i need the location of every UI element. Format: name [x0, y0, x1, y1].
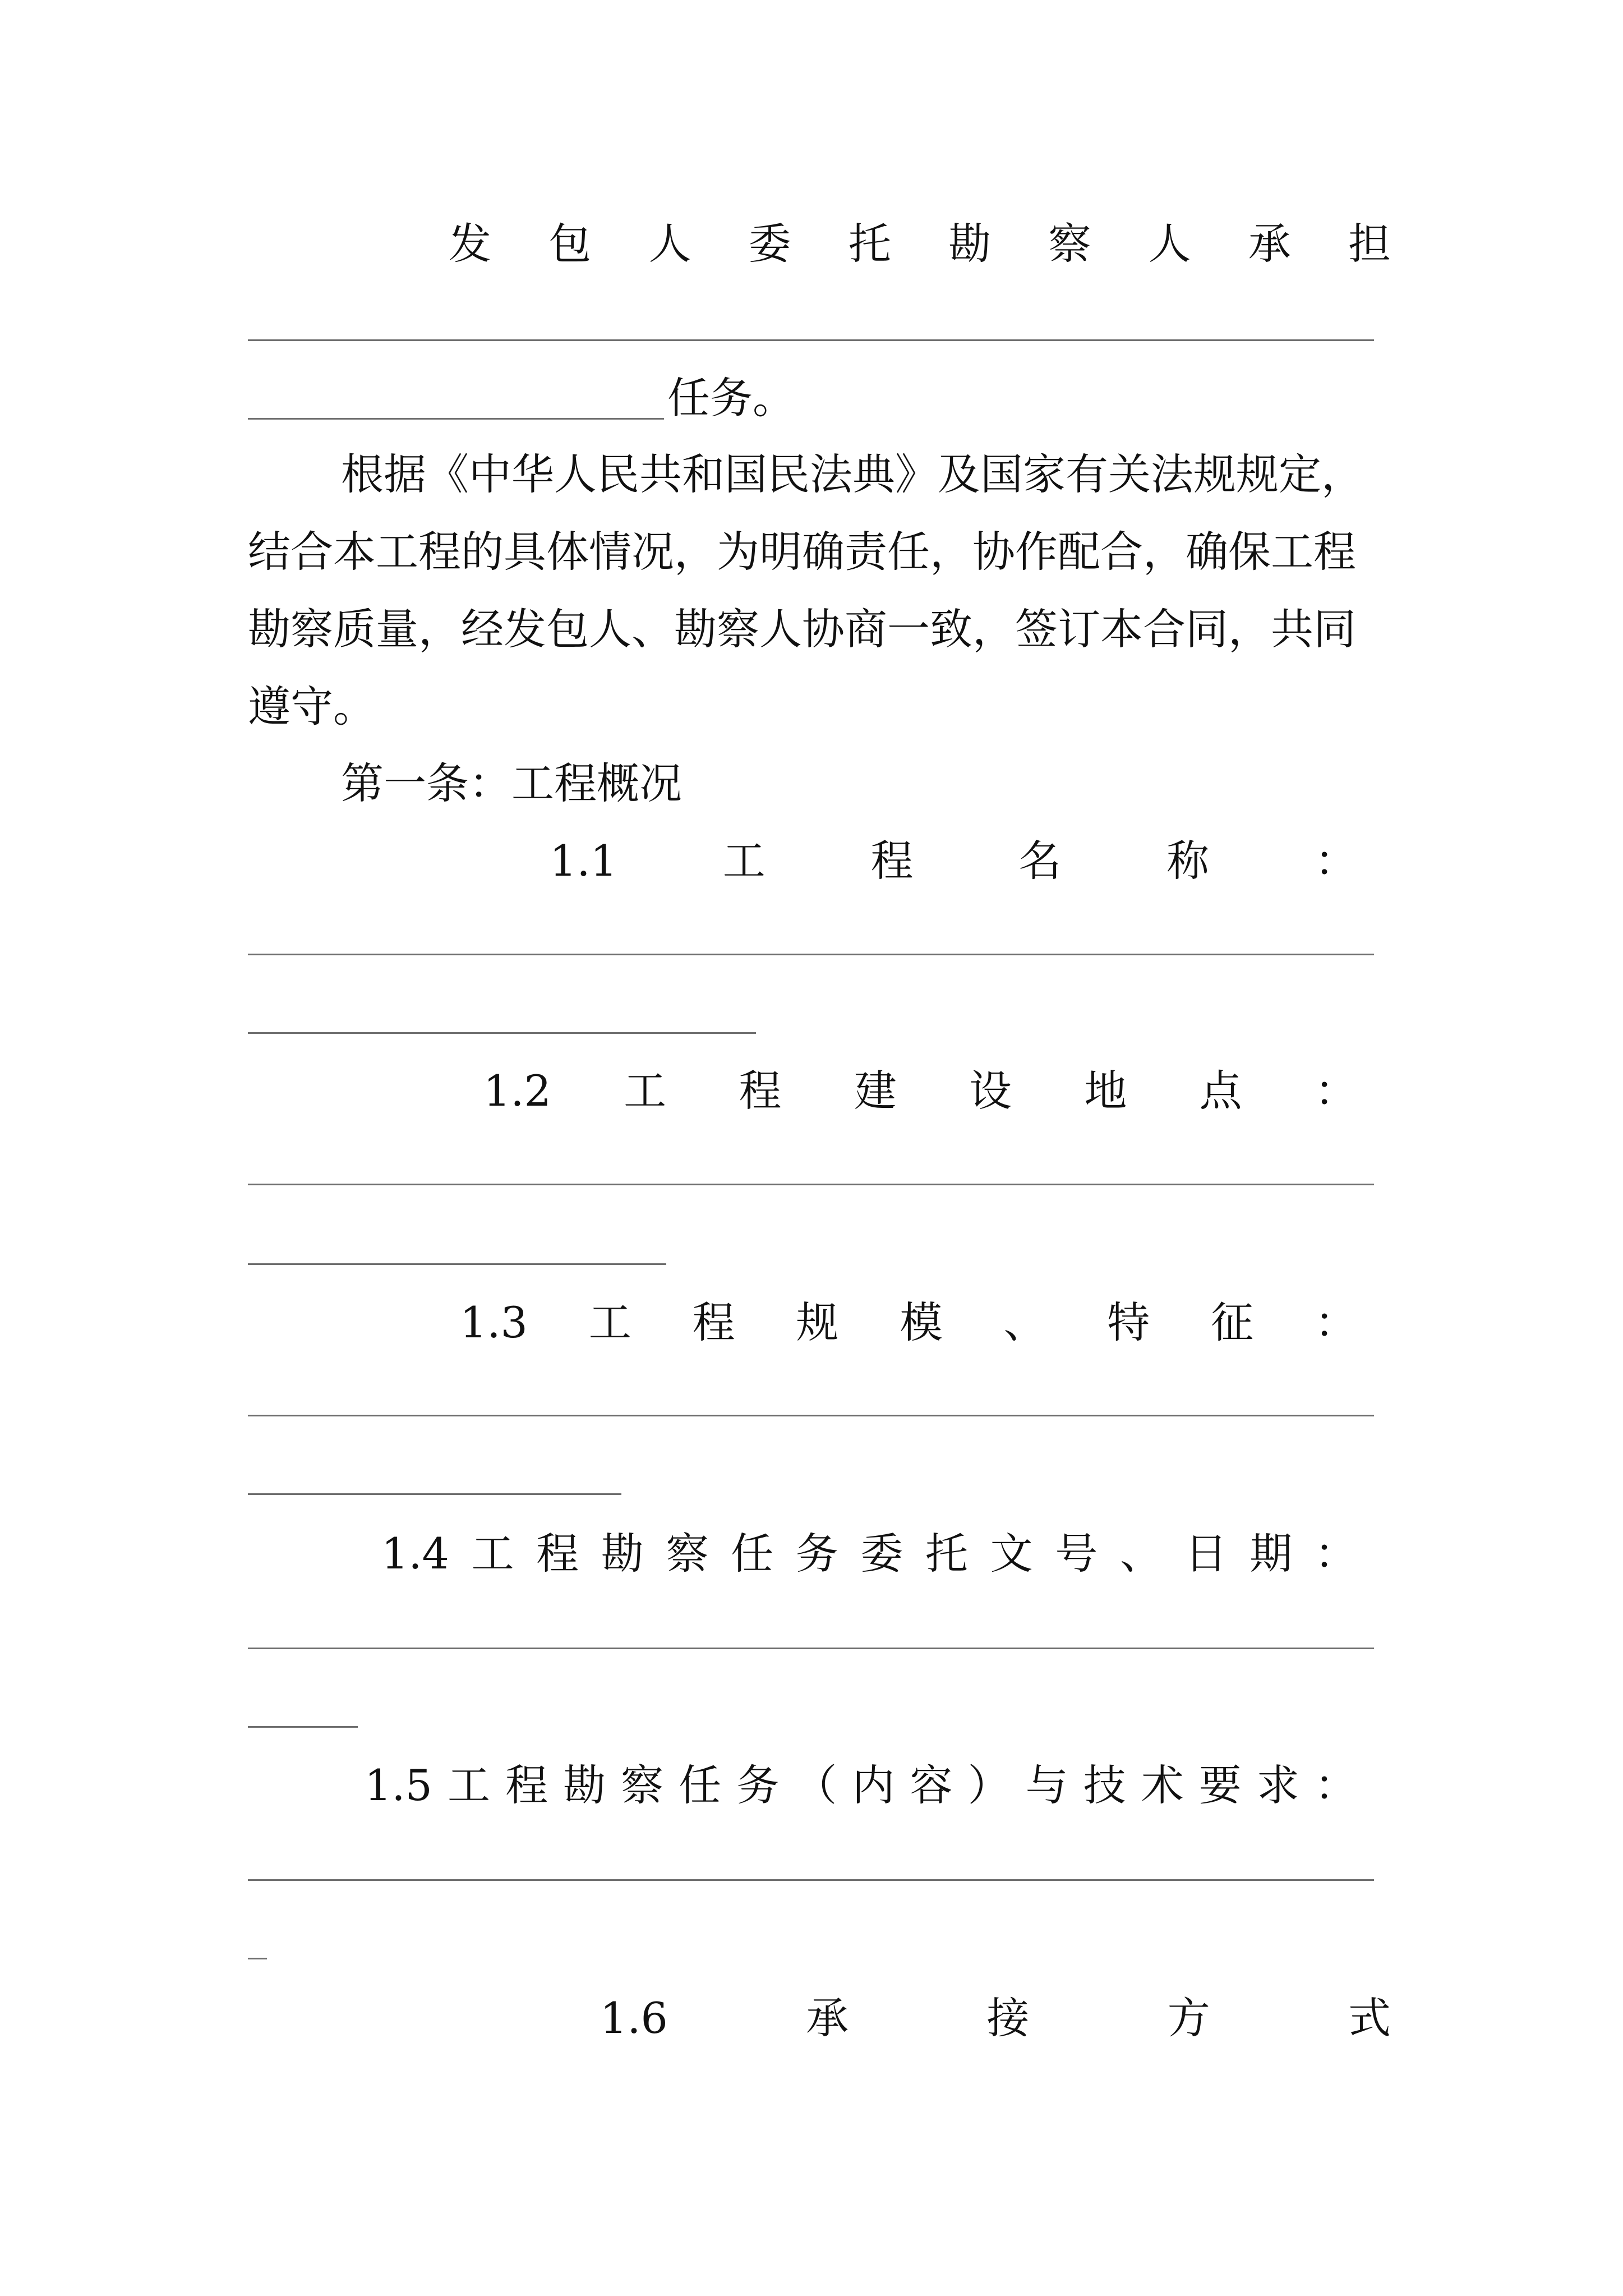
item-char: 征: [1211, 1297, 1254, 1347]
item-char: 设: [969, 1066, 1012, 1116]
fill-blank-line: [248, 1648, 1374, 1649]
item-number: 1.6: [600, 1993, 668, 2043]
item-char: 务: [795, 1529, 838, 1579]
item-char: 称: [1166, 836, 1210, 886]
item-char: 期: [1249, 1529, 1293, 1579]
item-char: 勘: [601, 1529, 644, 1579]
item-char: 承: [806, 1993, 849, 2043]
item-char: 程: [536, 1529, 579, 1579]
fill-blank-line: [248, 1032, 756, 1034]
item-colon: ：: [1314, 1529, 1357, 1579]
item-char: 求: [1256, 1760, 1299, 1810]
item-char: 程: [870, 836, 914, 886]
item-char: 察: [666, 1529, 709, 1579]
item-char: 名: [1018, 836, 1062, 886]
item-char: 程: [692, 1297, 735, 1347]
item-char: 工: [471, 1529, 514, 1579]
item-number: 1.5: [365, 1760, 432, 1810]
paragraph-line: 结合本工程的具体情况，为明确责任，协作配合，确保工程: [248, 527, 1356, 577]
item-char: 特: [1107, 1297, 1150, 1347]
item-char: 委: [860, 1529, 903, 1579]
item-1-2: [483, 1063, 1357, 1119]
item-char: 与: [1025, 1760, 1068, 1810]
contract-preamble-paragraph: [248, 436, 1392, 746]
item-char: 程: [505, 1760, 548, 1810]
item-char: 文: [990, 1529, 1033, 1579]
item-char: 、: [1119, 1529, 1163, 1579]
item-char: 、: [1003, 1297, 1046, 1347]
intro-char: 察: [1048, 219, 1091, 269]
intro-line-2-suffix: 任务。: [667, 373, 795, 423]
item-char: 托: [925, 1529, 968, 1579]
item-number: 1.3: [460, 1297, 528, 1347]
item-char: 勘: [563, 1760, 606, 1810]
item-char: 程: [739, 1066, 782, 1116]
intro-char: 委: [748, 219, 791, 269]
item-number: 1.4: [381, 1529, 449, 1579]
item-1-5: [365, 1757, 1357, 1814]
item-char: 建: [854, 1066, 897, 1116]
paragraph-line: 遵守。: [248, 682, 376, 731]
item-char: 式: [1348, 1993, 1391, 2043]
item-colon: ：: [1314, 836, 1357, 886]
item-char: 任: [679, 1760, 722, 1810]
intro-char: 承: [1248, 219, 1291, 269]
fill-blank-line: [248, 1726, 358, 1728]
item-char: 规: [796, 1297, 839, 1347]
item-char: 术: [1141, 1760, 1184, 1810]
item-char: 号: [1055, 1529, 1098, 1579]
intro-char: 包: [548, 219, 592, 269]
intro-char: 托: [848, 219, 891, 269]
item-char: 技: [1083, 1760, 1126, 1810]
item-char: 模: [900, 1297, 943, 1347]
intro-char: 发: [449, 219, 491, 269]
paragraph-line: 根据《中华人民共和国民法典》及国家有关法规规定，: [341, 449, 1364, 499]
fill-blank-line: [248, 954, 1374, 955]
fill-blank-line: [248, 1493, 621, 1495]
fill-blank-line: [248, 1263, 666, 1265]
intro-char: 人: [648, 219, 691, 269]
item-number: 1.1: [550, 836, 617, 886]
fill-blank-line: [248, 418, 664, 420]
item-char: 容: [910, 1760, 953, 1810]
item-1-3: [460, 1295, 1357, 1351]
item-char: 方: [1167, 1993, 1210, 2043]
item-1-6: [600, 1990, 1391, 2046]
item-char: 工: [722, 836, 766, 886]
item-1-4: [381, 1526, 1357, 1582]
item-char: 接: [986, 1993, 1030, 2043]
intro-char: 担: [1348, 219, 1391, 269]
paragraph-line: 勘察质量，经发包人、勘察人协商一致，签订本合同，共同: [248, 604, 1356, 654]
fill-blank-line: [248, 339, 1374, 341]
item-char: 工: [447, 1760, 490, 1810]
item-char: 察: [621, 1760, 664, 1810]
item-colon: ：: [1314, 1760, 1357, 1810]
item-char: 工: [624, 1066, 667, 1116]
fill-blank-line: [248, 1184, 1374, 1185]
item-1-1: [550, 833, 1357, 889]
item-char: （: [794, 1760, 837, 1810]
intro-char: 勘: [948, 219, 992, 269]
item-colon: ：: [1315, 1297, 1357, 1347]
item-number: 1.2: [483, 1066, 551, 1116]
fill-blank-line: [248, 1958, 267, 1959]
item-char: 内: [852, 1760, 895, 1810]
item-char: 工: [588, 1297, 631, 1347]
item-char: 任: [731, 1529, 774, 1579]
item-char: 点: [1199, 1066, 1242, 1116]
article-heading: 第一条：工程概况: [341, 758, 682, 808]
item-char: 日: [1184, 1529, 1228, 1579]
fill-blank-line: [248, 1415, 1374, 1416]
intro-line-1: [449, 216, 1391, 272]
fill-blank-line: [248, 1879, 1374, 1881]
item-char: 地: [1084, 1066, 1127, 1116]
item-char: ）: [967, 1760, 1011, 1810]
item-char: 要: [1198, 1760, 1242, 1810]
item-char: 务: [736, 1760, 780, 1810]
item-colon: ：: [1314, 1066, 1357, 1116]
intro-char: 人: [1148, 219, 1191, 269]
